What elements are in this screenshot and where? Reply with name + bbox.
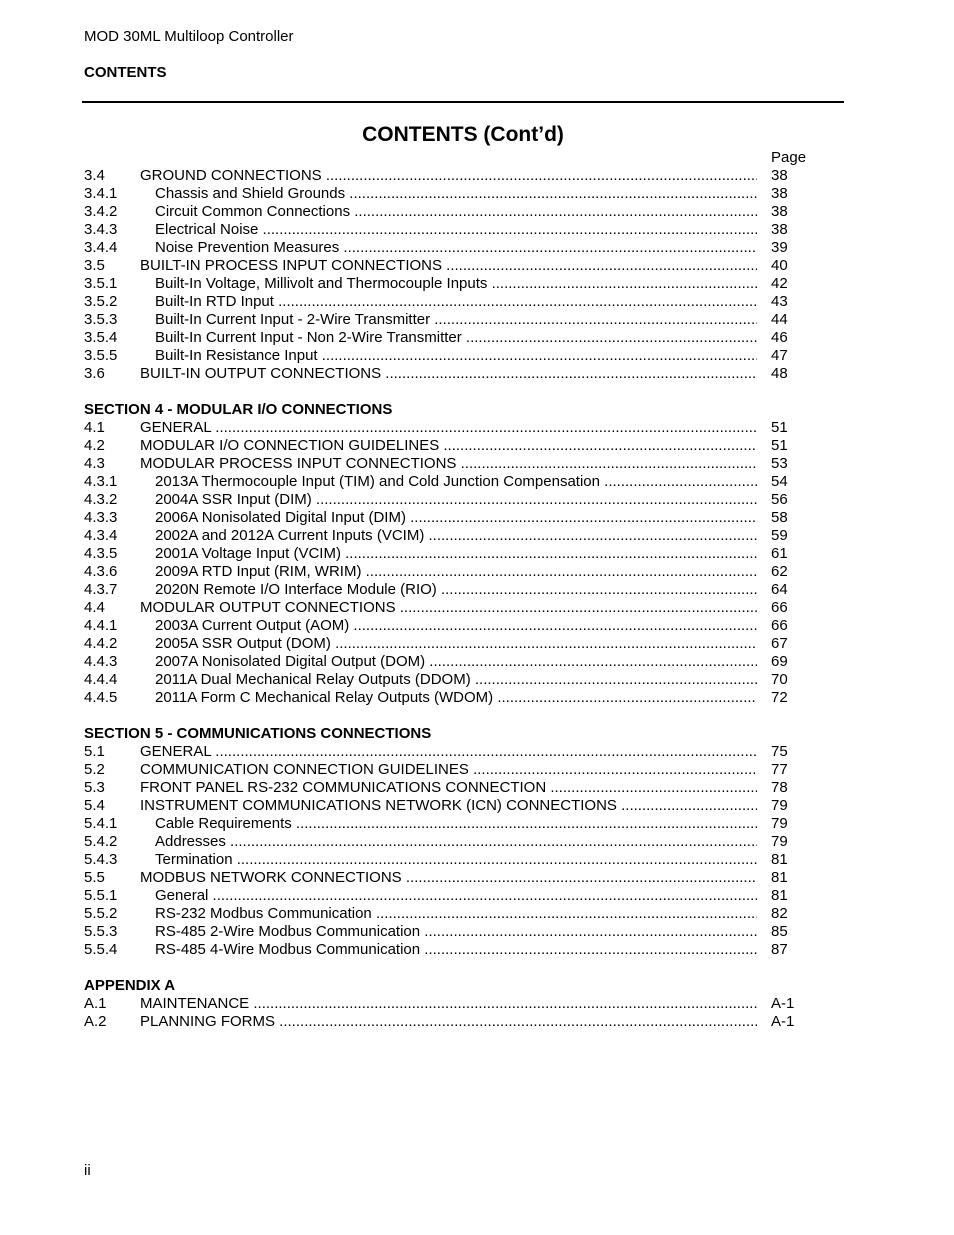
toc-entry-page: A-1 [771, 995, 795, 1012]
toc-entry-title: 2002A and 2012A Current Inputs (VCIM) ..... [155, 527, 757, 545]
toc-entry[interactable] [84, 491, 804, 509]
toc-entry[interactable] [84, 311, 804, 329]
toc-entry[interactable] [84, 455, 804, 473]
toc-entry-page: 40 [771, 257, 788, 274]
toc-entry-title: GENERAL ..... [140, 743, 757, 761]
toc-entry-title: 2006A Nonisolated Digital Input (DIM) ..... [155, 509, 757, 527]
toc-entry[interactable] [84, 671, 804, 689]
toc-entry-title: 2011A Dual Mechanical Relay Outputs (DDOM) ..... [155, 671, 757, 689]
toc-entry-number: 4.3.5 [84, 545, 118, 562]
toc-entry-number: 4.3.4 [84, 527, 118, 544]
toc-entry-number: 3.5.1 [84, 275, 118, 292]
toc-entry-page: 46 [771, 329, 788, 346]
section-heading: SECTION 4 - MODULAR I/O CONNECTIONS [84, 401, 393, 418]
toc-entry-page: 44 [771, 311, 788, 328]
toc-entry[interactable] [84, 743, 804, 761]
toc-entry[interactable] [84, 851, 804, 869]
toc-entry-number: 4.4.4 [84, 671, 118, 688]
toc-entry-title: 2003A Current Output (AOM) ..... [155, 617, 757, 635]
toc-entry-page: 72 [771, 689, 788, 706]
toc-entry-title: BUILT-IN PROCESS INPUT CONNECTIONS ..... [140, 257, 757, 275]
toc-entry[interactable] [84, 1013, 804, 1031]
toc-entry-page: 79 [771, 797, 788, 814]
toc-entry-page: 69 [771, 653, 788, 670]
toc-entry[interactable] [84, 563, 804, 581]
toc-entry-title: MODULAR OUTPUT CONNECTIONS ..... [140, 599, 757, 617]
header-divider [82, 101, 844, 103]
toc-entry-page: 51 [771, 437, 788, 454]
toc-entry-number: A.2 [84, 1013, 107, 1030]
toc-entry-number: 4.1 [84, 419, 105, 436]
toc-entry-title: Built-In Current Input - 2-Wire Transmitter ..... [155, 311, 757, 329]
toc-entry[interactable] [84, 293, 804, 311]
toc-entry[interactable] [84, 329, 804, 347]
toc-entry-page: 75 [771, 743, 788, 760]
toc-entry-title: RS-485 4-Wire Modbus Communication ..... [155, 941, 757, 959]
toc-entry-title: Built-In Voltage, Millivolt and Thermocouple Inputs ..... [155, 275, 757, 293]
toc-entry-title: Circuit Common Connections ..... [155, 203, 757, 221]
toc-entry-number: 4.3.3 [84, 509, 118, 526]
toc-entry-page: 78 [771, 779, 788, 796]
toc-entry-title: RS-485 2-Wire Modbus Communication ..... [155, 923, 757, 941]
toc-entry-number: 5.4.3 [84, 851, 118, 868]
page-number: ii [84, 1162, 91, 1179]
toc-entry-number: 4.3 [84, 455, 105, 472]
section-spacer [84, 707, 804, 725]
toc-entry-number: 4.4.1 [84, 617, 118, 634]
toc-entry-title: Built-In Current Input - Non 2-Wire Transmitter ..... [155, 329, 757, 347]
toc-entry-number: 4.4.2 [84, 635, 118, 652]
toc-entry-title: General ..... [155, 887, 757, 905]
page-column-label: Page [771, 149, 807, 166]
document-header-title: MOD 30ML Multiloop Controller [84, 28, 294, 45]
toc-entry-number: 5.4 [84, 797, 105, 814]
toc-entry[interactable] [84, 797, 804, 815]
toc-entry-number: 3.4.4 [84, 239, 118, 256]
section-spacer [84, 383, 804, 401]
toc-entry[interactable] [84, 653, 804, 671]
toc-entry-page: 59 [771, 527, 788, 544]
toc-entry[interactable] [84, 203, 804, 221]
toc-entry-page: 56 [771, 491, 788, 508]
toc-entry-number: 5.5.2 [84, 905, 118, 922]
toc-entry-number: 5.4.1 [84, 815, 118, 832]
toc-entry-number: 5.4.2 [84, 833, 118, 850]
toc-entry[interactable] [84, 365, 804, 383]
toc-entry-page: 82 [771, 905, 788, 922]
toc-entry-title: MODULAR PROCESS INPUT CONNECTIONS ..... [140, 455, 757, 473]
toc-entry[interactable] [84, 617, 804, 635]
toc-entry-number: 3.5.3 [84, 311, 118, 328]
toc-entry-page: 70 [771, 671, 788, 688]
toc-entry-page: 42 [771, 275, 788, 292]
toc-entry-number: 4.3.1 [84, 473, 118, 490]
toc-entry-page: 77 [771, 761, 788, 778]
toc-entry[interactable] [84, 437, 804, 455]
toc-entry-number: 3.4.1 [84, 185, 118, 202]
toc-entry-number: 4.3.7 [84, 581, 118, 598]
toc-entry[interactable] [84, 257, 804, 275]
toc-entry-page: 53 [771, 455, 788, 472]
toc-entry[interactable] [84, 347, 804, 365]
toc-entry[interactable] [84, 581, 804, 599]
toc-entry-number: 3.4.3 [84, 221, 118, 238]
toc-entry-page: A-1 [771, 1013, 795, 1030]
toc-entry[interactable] [84, 923, 804, 941]
toc-entry-number: 4.4.5 [84, 689, 118, 706]
toc-entry[interactable] [84, 815, 804, 833]
toc-entry-title: 2020N Remote I/O Interface Module (RIO) ..... [155, 581, 757, 599]
toc-entry-page: 79 [771, 815, 788, 832]
toc-entry-page: 85 [771, 923, 788, 940]
toc-entry-page: 54 [771, 473, 788, 490]
toc-entry-title: MODULAR I/O CONNECTION GUIDELINES ..... [140, 437, 757, 455]
toc-entry-page: 79 [771, 833, 788, 850]
toc-entry-title: MAINTENANCE ..... [140, 995, 757, 1013]
toc-entry-title: INSTRUMENT COMMUNICATIONS NETWORK (ICN) CONNECTIONS ..... [140, 797, 757, 815]
toc-entry-number: 5.5.4 [84, 941, 118, 958]
toc-entry-page: 67 [771, 635, 788, 652]
toc-entry[interactable] [84, 545, 804, 563]
toc-entry-title: MODBUS NETWORK CONNECTIONS ..... [140, 869, 757, 887]
toc-entry-number: A.1 [84, 995, 107, 1012]
toc-entry-title: Built-In RTD Input ..... [155, 293, 757, 311]
toc-entry[interactable] [84, 995, 804, 1013]
toc-entry[interactable] [84, 599, 804, 617]
toc-entry-title: 2005A SSR Output (DOM) ..... [155, 635, 757, 653]
toc-entry-page: 66 [771, 599, 788, 616]
toc-entry[interactable] [84, 239, 804, 257]
toc-entry-title: COMMUNICATION CONNECTION GUIDELINES ..... [140, 761, 757, 779]
toc-entry-page: 61 [771, 545, 788, 562]
toc-entry[interactable] [84, 275, 804, 293]
toc-entry-page: 87 [771, 941, 788, 958]
toc-entry-title: Termination ..... [155, 851, 757, 869]
toc-entry[interactable] [84, 221, 804, 239]
toc-entry[interactable] [84, 419, 804, 437]
toc-entry-title: Cable Requirements ..... [155, 815, 757, 833]
toc-entry-number: 4.4 [84, 599, 105, 616]
toc-entry-page: 38 [771, 167, 788, 184]
section-spacer [84, 959, 804, 977]
toc-entry-title: PLANNING FORMS ..... [140, 1013, 757, 1031]
toc-entry-number: 3.5.2 [84, 293, 118, 310]
document-header-section: CONTENTS [84, 64, 167, 81]
toc-entry-number: 5.5 [84, 869, 105, 886]
toc-entry-number: 3.5 [84, 257, 105, 274]
toc-entry-page: 81 [771, 851, 788, 868]
toc-entry-number: 3.5.4 [84, 329, 118, 346]
toc-entry-title: GENERAL ..... [140, 419, 757, 437]
toc-entry-number: 5.2 [84, 761, 105, 778]
toc-entry-number: 3.4.2 [84, 203, 118, 220]
toc-entry[interactable] [84, 167, 804, 185]
toc-entry-title: 2004A SSR Input (DIM) ..... [155, 491, 757, 509]
page-title: CONTENTS (Cont’d) [362, 123, 564, 146]
toc-entry[interactable] [84, 689, 804, 707]
toc-entry-page: 48 [771, 365, 788, 382]
toc-entry-title: GROUND CONNECTIONS ..... [140, 167, 757, 185]
toc-entry-title: 2001A Voltage Input (VCIM) ..... [155, 545, 757, 563]
toc-entry[interactable] [84, 941, 804, 959]
toc-entry-page: 38 [771, 203, 788, 220]
toc-entry-page: 81 [771, 869, 788, 886]
toc-entry-number: 5.1 [84, 743, 105, 760]
toc-entry-number: 3.4 [84, 167, 105, 184]
toc-entry-number: 5.5.3 [84, 923, 118, 940]
toc-entry-title: BUILT-IN OUTPUT CONNECTIONS ..... [140, 365, 757, 383]
toc-entry[interactable] [84, 635, 804, 653]
toc-entry-title: Addresses ..... [155, 833, 757, 851]
toc-entry[interactable] [84, 779, 804, 797]
toc-entry-page: 62 [771, 563, 788, 580]
toc-entry-page: 81 [771, 887, 788, 904]
toc-entry-title: RS-232 Modbus Communication ..... [155, 905, 757, 923]
toc-entry-number: 5.3 [84, 779, 105, 796]
toc-entry[interactable] [84, 185, 804, 203]
toc-entry-page: 43 [771, 293, 788, 310]
toc-entry-page: 51 [771, 419, 788, 436]
toc-entry-title: 2009A RTD Input (RIM, WRIM) ..... [155, 563, 757, 581]
section-heading: SECTION 5 - COMMUNICATIONS CONNECTIONS [84, 725, 432, 742]
toc-entry[interactable] [84, 833, 804, 851]
section-heading: APPENDIX A [84, 977, 176, 994]
toc-entry-number: 3.5.5 [84, 347, 118, 364]
toc-entry-title: Built-In Resistance Input ..... [155, 347, 757, 365]
toc-entry-title: Noise Prevention Measures ..... [155, 239, 757, 257]
toc-entry[interactable] [84, 509, 804, 527]
toc-entry-number: 4.3.6 [84, 563, 118, 580]
toc-entry-number: 4.4.3 [84, 653, 118, 670]
toc-entry-title: 2007A Nonisolated Digital Output (DOM) ..... [155, 653, 757, 671]
toc-entry-page: 38 [771, 221, 788, 238]
toc-entry[interactable] [84, 761, 804, 779]
toc-entry[interactable] [84, 527, 804, 545]
toc-entry-number: 4.2 [84, 437, 105, 454]
toc-entry[interactable] [84, 473, 804, 491]
table-of-contents [84, 167, 804, 1031]
toc-entry-page: 38 [771, 185, 788, 202]
toc-entry-title: 2013A Thermocouple Input (TIM) and Cold Junction Compensation ..... [155, 473, 757, 491]
toc-entry[interactable] [84, 887, 804, 905]
toc-entry-title: Electrical Noise ..... [155, 221, 757, 239]
toc-entry-page: 47 [771, 347, 788, 364]
toc-entry-title: 2011A Form C Mechanical Relay Outputs (WDOM) ..... [155, 689, 757, 707]
toc-entry-number: 5.5.1 [84, 887, 118, 904]
toc-entry-title: FRONT PANEL RS-232 COMMUNICATIONS CONNECTION ..... [140, 779, 757, 797]
toc-entry[interactable] [84, 905, 804, 923]
toc-entry[interactable] [84, 869, 804, 887]
toc-entry-title: Chassis and Shield Grounds ..... [155, 185, 757, 203]
toc-entry-number: 4.3.2 [84, 491, 118, 508]
toc-entry-page: 39 [771, 239, 788, 256]
toc-entry-page: 66 [771, 617, 788, 634]
toc-entry-page: 58 [771, 509, 788, 526]
toc-entry-page: 64 [771, 581, 788, 598]
toc-entry-number: 3.6 [84, 365, 105, 382]
